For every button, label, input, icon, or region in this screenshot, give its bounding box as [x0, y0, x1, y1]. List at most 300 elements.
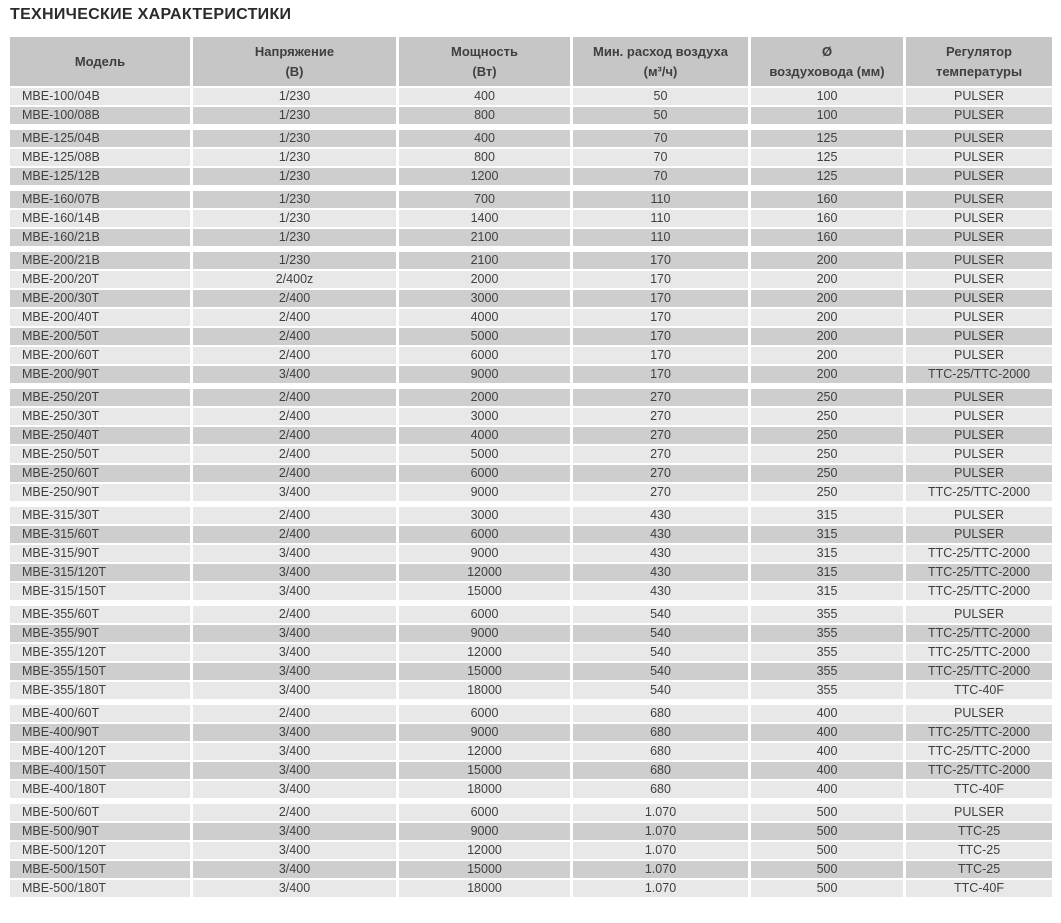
value-cell-temp-regulator: PULSER — [906, 389, 1052, 406]
table-row — [10, 804, 1052, 821]
value-cell-duct-diameter: 250 — [751, 427, 903, 444]
model-cell: MBE-200/20T — [10, 271, 190, 288]
table-row — [10, 149, 1052, 166]
value-cell-duct-diameter: 160 — [751, 210, 903, 227]
value-cell-voltage: 3/400 — [193, 724, 396, 741]
column-header-temp-regulator — [906, 37, 1052, 86]
value-cell-power: 18000 — [399, 781, 570, 798]
value-cell-min-airflow: 50 — [573, 107, 748, 124]
model-cell: MBE-355/150T — [10, 663, 190, 680]
value-cell-power: 15000 — [399, 663, 570, 680]
value-cell-duct-diameter: 100 — [751, 107, 903, 124]
value-cell-min-airflow: 1.070 — [573, 823, 748, 840]
table-row — [10, 781, 1052, 798]
value-cell-temp-regulator: PULSER — [906, 408, 1052, 425]
table-row — [10, 682, 1052, 699]
value-cell-min-airflow: 270 — [573, 484, 748, 501]
value-cell-temp-regulator: TTC-25/TTC-2000 — [906, 663, 1052, 680]
model-cell: MBE-250/90T — [10, 484, 190, 501]
model-group — [10, 705, 1052, 798]
value-cell-temp-regulator: PULSER — [906, 347, 1052, 364]
table-row — [10, 427, 1052, 444]
value-cell-duct-diameter: 400 — [751, 762, 903, 779]
model-cell: MBE-250/40T — [10, 427, 190, 444]
value-cell-voltage: 1/230 — [193, 88, 396, 105]
value-cell-temp-regulator: PULSER — [906, 526, 1052, 543]
value-cell-voltage: 1/230 — [193, 229, 396, 246]
value-cell-temp-regulator: TTC-25/TTC-2000 — [906, 583, 1052, 600]
value-cell-duct-diameter: 250 — [751, 408, 903, 425]
value-cell-duct-diameter: 160 — [751, 229, 903, 246]
model-cell: MBE-500/150T — [10, 861, 190, 878]
column-header-min-airflow — [573, 37, 748, 86]
value-cell-power: 5000 — [399, 328, 570, 345]
table-row — [10, 724, 1052, 741]
table-row — [10, 705, 1052, 722]
model-cell: MBE-400/60T — [10, 705, 190, 722]
value-cell-duct-diameter: 200 — [751, 347, 903, 364]
value-cell-min-airflow: 50 — [573, 88, 748, 105]
value-cell-power: 2100 — [399, 252, 570, 269]
value-cell-voltage: 2/400 — [193, 408, 396, 425]
value-cell-duct-diameter: 250 — [751, 446, 903, 463]
value-cell-min-airflow: 1.070 — [573, 880, 748, 897]
value-cell-min-airflow: 170 — [573, 290, 748, 307]
table-row — [10, 210, 1052, 227]
value-cell-voltage: 2/400 — [193, 705, 396, 722]
value-cell-duct-diameter: 500 — [751, 823, 903, 840]
value-cell-temp-regulator: PULSER — [906, 88, 1052, 105]
value-cell-min-airflow: 430 — [573, 507, 748, 524]
value-cell-duct-diameter: 500 — [751, 880, 903, 897]
value-cell-temp-regulator: TTC-25 — [906, 842, 1052, 859]
column-header-line1: Регулятор — [946, 44, 1012, 59]
value-cell-power: 3000 — [399, 408, 570, 425]
table-row — [10, 347, 1052, 364]
value-cell-power: 6000 — [399, 705, 570, 722]
value-cell-min-airflow: 110 — [573, 210, 748, 227]
value-cell-duct-diameter: 400 — [751, 781, 903, 798]
value-cell-min-airflow: 680 — [573, 781, 748, 798]
value-cell-temp-regulator: PULSER — [906, 191, 1052, 208]
value-cell-duct-diameter: 200 — [751, 271, 903, 288]
value-cell-temp-regulator: TTC-25/TTC-2000 — [906, 724, 1052, 741]
table-row — [10, 823, 1052, 840]
value-cell-min-airflow: 110 — [573, 191, 748, 208]
value-cell-power: 6000 — [399, 804, 570, 821]
value-cell-min-airflow: 170 — [573, 347, 748, 364]
model-group — [10, 606, 1052, 699]
model-group — [10, 507, 1052, 600]
value-cell-voltage: 3/400 — [193, 366, 396, 383]
value-cell-duct-diameter: 500 — [751, 861, 903, 878]
value-cell-temp-regulator: TTC-40F — [906, 880, 1052, 897]
model-cell: MBE-400/90T — [10, 724, 190, 741]
table-row — [10, 526, 1052, 543]
value-cell-voltage: 3/400 — [193, 644, 396, 661]
value-cell-temp-regulator: PULSER — [906, 507, 1052, 524]
value-cell-temp-regulator: PULSER — [906, 465, 1052, 482]
value-cell-duct-diameter: 125 — [751, 130, 903, 147]
value-cell-temp-regulator: PULSER — [906, 107, 1052, 124]
value-cell-voltage: 1/230 — [193, 149, 396, 166]
value-cell-min-airflow: 430 — [573, 564, 748, 581]
column-header-duct-diameter — [751, 37, 903, 86]
value-cell-temp-regulator: TTC-40F — [906, 682, 1052, 699]
value-cell-temp-regulator: PULSER — [906, 290, 1052, 307]
model-cell: MBE-125/12B — [10, 168, 190, 185]
value-cell-duct-diameter: 200 — [751, 309, 903, 326]
model-group — [10, 191, 1052, 246]
model-cell: MBE-125/08B — [10, 149, 190, 166]
model-cell: MBE-315/30T — [10, 507, 190, 524]
value-cell-voltage: 1/230 — [193, 130, 396, 147]
model-cell: MBE-160/14B — [10, 210, 190, 227]
value-cell-voltage: 1/230 — [193, 252, 396, 269]
column-header-power — [399, 37, 570, 86]
value-cell-duct-diameter: 200 — [751, 252, 903, 269]
value-cell-min-airflow: 270 — [573, 389, 748, 406]
model-cell: MBE-200/21B — [10, 252, 190, 269]
model-cell: MBE-315/90T — [10, 545, 190, 562]
value-cell-power: 15000 — [399, 762, 570, 779]
table-row — [10, 861, 1052, 878]
value-cell-voltage: 2/400 — [193, 526, 396, 543]
model-cell: MBE-250/30T — [10, 408, 190, 425]
value-cell-duct-diameter: 315 — [751, 507, 903, 524]
model-group — [10, 252, 1052, 383]
value-cell-voltage: 3/400 — [193, 861, 396, 878]
column-header-line2: (В) — [285, 63, 304, 79]
column-header-voltage — [193, 37, 396, 86]
value-cell-min-airflow: 430 — [573, 583, 748, 600]
table-row — [10, 389, 1052, 406]
value-cell-min-airflow: 170 — [573, 271, 748, 288]
value-cell-voltage: 3/400 — [193, 663, 396, 680]
table-row — [10, 507, 1052, 524]
column-header-line2: температуры — [935, 63, 1023, 79]
page-title: ТЕХНИЧЕСКИЕ ХАРАКТЕРИСТИКИ — [10, 6, 292, 23]
table-row — [10, 564, 1052, 581]
value-cell-power: 6000 — [399, 606, 570, 623]
column-header-line1: Мощность — [451, 44, 518, 59]
table-row — [10, 107, 1052, 124]
value-cell-temp-regulator: PULSER — [906, 309, 1052, 326]
value-cell-power: 3000 — [399, 507, 570, 524]
value-cell-voltage: 2/400 — [193, 389, 396, 406]
value-cell-duct-diameter: 400 — [751, 743, 903, 760]
model-cell: MBE-100/08B — [10, 107, 190, 124]
table-row — [10, 545, 1052, 562]
value-cell-power: 6000 — [399, 347, 570, 364]
value-cell-min-airflow: 680 — [573, 762, 748, 779]
value-cell-min-airflow: 540 — [573, 606, 748, 623]
model-group — [10, 88, 1052, 124]
value-cell-voltage: 2/400 — [193, 427, 396, 444]
value-cell-duct-diameter: 250 — [751, 389, 903, 406]
value-cell-duct-diameter: 400 — [751, 724, 903, 741]
table-row — [10, 408, 1052, 425]
value-cell-power: 18000 — [399, 682, 570, 699]
table-row — [10, 309, 1052, 326]
value-cell-min-airflow: 70 — [573, 130, 748, 147]
value-cell-min-airflow: 540 — [573, 625, 748, 642]
column-header-line2: воздуховода (мм) — [769, 63, 885, 79]
value-cell-power: 15000 — [399, 583, 570, 600]
value-cell-duct-diameter: 355 — [751, 682, 903, 699]
table-row — [10, 446, 1052, 463]
column-header-line1: Модель — [74, 53, 126, 69]
value-cell-voltage: 3/400 — [193, 781, 396, 798]
table-row — [10, 465, 1052, 482]
model-cell: MBE-355/120T — [10, 644, 190, 661]
model-cell: MBE-315/120T — [10, 564, 190, 581]
model-group — [10, 804, 1052, 897]
model-cell: MBE-125/04B — [10, 130, 190, 147]
model-cell: MBE-500/180T — [10, 880, 190, 897]
model-cell: MBE-315/150T — [10, 583, 190, 600]
model-cell: MBE-400/150T — [10, 762, 190, 779]
value-cell-duct-diameter: 125 — [751, 149, 903, 166]
value-cell-voltage: 2/400 — [193, 446, 396, 463]
model-cell: MBE-160/21B — [10, 229, 190, 246]
value-cell-min-airflow: 540 — [573, 663, 748, 680]
value-cell-duct-diameter: 125 — [751, 168, 903, 185]
value-cell-voltage: 3/400 — [193, 625, 396, 642]
value-cell-duct-diameter: 160 — [751, 191, 903, 208]
value-cell-temp-regulator: TTC-40F — [906, 781, 1052, 798]
value-cell-min-airflow: 70 — [573, 149, 748, 166]
value-cell-voltage: 2/400 — [193, 507, 396, 524]
value-cell-duct-diameter: 100 — [751, 88, 903, 105]
value-cell-voltage: 2/400z — [193, 271, 396, 288]
value-cell-min-airflow: 270 — [573, 465, 748, 482]
value-cell-min-airflow: 170 — [573, 309, 748, 326]
value-cell-voltage: 3/400 — [193, 564, 396, 581]
value-cell-power: 12000 — [399, 564, 570, 581]
value-cell-voltage: 1/230 — [193, 168, 396, 185]
model-cell: MBE-355/180T — [10, 682, 190, 699]
table-row — [10, 762, 1052, 779]
value-cell-temp-regulator: PULSER — [906, 705, 1052, 722]
value-cell-voltage: 2/400 — [193, 347, 396, 364]
value-cell-temp-regulator: TTC-25/TTC-2000 — [906, 545, 1052, 562]
value-cell-duct-diameter: 355 — [751, 606, 903, 623]
column-header-line1: Ø — [821, 44, 833, 59]
value-cell-min-airflow: 170 — [573, 328, 748, 345]
table-row — [10, 743, 1052, 760]
value-cell-min-airflow: 170 — [573, 366, 748, 383]
value-cell-temp-regulator: PULSER — [906, 427, 1052, 444]
value-cell-temp-regulator: TTC-25/TTC-2000 — [906, 625, 1052, 642]
value-cell-power: 2100 — [399, 229, 570, 246]
model-cell: MBE-200/60T — [10, 347, 190, 364]
column-header-line2: (Вт) — [472, 63, 497, 79]
value-cell-power: 9000 — [399, 823, 570, 840]
model-cell: MBE-250/50T — [10, 446, 190, 463]
value-cell-temp-regulator: PULSER — [906, 606, 1052, 623]
table-row — [10, 625, 1052, 642]
table-header-row — [10, 37, 1052, 86]
value-cell-power: 12000 — [399, 743, 570, 760]
value-cell-power: 9000 — [399, 484, 570, 501]
value-cell-min-airflow: 430 — [573, 526, 748, 543]
value-cell-voltage: 3/400 — [193, 842, 396, 859]
table-row — [10, 88, 1052, 105]
value-cell-duct-diameter: 200 — [751, 290, 903, 307]
value-cell-voltage: 1/230 — [193, 191, 396, 208]
model-cell: MBE-200/90T — [10, 366, 190, 383]
value-cell-power: 1400 — [399, 210, 570, 227]
table-row — [10, 366, 1052, 383]
table-row — [10, 229, 1052, 246]
value-cell-voltage: 3/400 — [193, 545, 396, 562]
value-cell-voltage: 2/400 — [193, 465, 396, 482]
value-cell-temp-regulator: TTC-25 — [906, 861, 1052, 878]
model-cell: MBE-200/30T — [10, 290, 190, 307]
table-row — [10, 606, 1052, 623]
value-cell-power: 18000 — [399, 880, 570, 897]
value-cell-voltage: 2/400 — [193, 804, 396, 821]
table-row — [10, 842, 1052, 859]
value-cell-duct-diameter: 200 — [751, 366, 903, 383]
spec-table — [10, 37, 1052, 897]
value-cell-power: 700 — [399, 191, 570, 208]
value-cell-min-airflow: 680 — [573, 724, 748, 741]
value-cell-temp-regulator: TTC-25/TTC-2000 — [906, 743, 1052, 760]
column-header-model — [10, 37, 190, 86]
value-cell-duct-diameter: 250 — [751, 484, 903, 501]
value-cell-temp-regulator: TTC-25/TTC-2000 — [906, 762, 1052, 779]
value-cell-power: 800 — [399, 149, 570, 166]
value-cell-min-airflow: 680 — [573, 705, 748, 722]
value-cell-power: 9000 — [399, 366, 570, 383]
value-cell-min-airflow: 270 — [573, 408, 748, 425]
value-cell-duct-diameter: 315 — [751, 545, 903, 562]
column-header-line1: Напряжение — [254, 44, 335, 59]
model-cell: MBE-100/04B — [10, 88, 190, 105]
value-cell-voltage: 2/400 — [193, 606, 396, 623]
value-cell-duct-diameter: 355 — [751, 625, 903, 642]
column-header-line1: Мин. расход воздуха — [593, 44, 728, 59]
value-cell-power: 4000 — [399, 427, 570, 444]
value-cell-duct-diameter: 400 — [751, 705, 903, 722]
model-cell: MBE-200/40T — [10, 309, 190, 326]
value-cell-power: 400 — [399, 130, 570, 147]
model-group — [10, 389, 1052, 501]
value-cell-duct-diameter: 200 — [751, 328, 903, 345]
model-group — [10, 130, 1052, 185]
value-cell-voltage: 3/400 — [193, 583, 396, 600]
value-cell-power: 12000 — [399, 842, 570, 859]
value-cell-power: 9000 — [399, 625, 570, 642]
value-cell-min-airflow: 540 — [573, 644, 748, 661]
value-cell-temp-regulator: PULSER — [906, 168, 1052, 185]
table-row — [10, 880, 1052, 897]
table-row — [10, 583, 1052, 600]
value-cell-temp-regulator: TTC-25/TTC-2000 — [906, 366, 1052, 383]
value-cell-temp-regulator: TTC-25 — [906, 823, 1052, 840]
value-cell-min-airflow: 270 — [573, 446, 748, 463]
value-cell-temp-regulator: PULSER — [906, 130, 1052, 147]
model-cell: MBE-160/07B — [10, 191, 190, 208]
table-row — [10, 191, 1052, 208]
value-cell-temp-regulator: PULSER — [906, 252, 1052, 269]
value-cell-voltage: 2/400 — [193, 328, 396, 345]
table-row — [10, 252, 1052, 269]
value-cell-power: 400 — [399, 88, 570, 105]
table-row — [10, 328, 1052, 345]
value-cell-temp-regulator: TTC-25/TTC-2000 — [906, 644, 1052, 661]
model-cell: MBE-500/90T — [10, 823, 190, 840]
value-cell-voltage: 1/230 — [193, 210, 396, 227]
value-cell-temp-regulator: PULSER — [906, 149, 1052, 166]
value-cell-temp-regulator: PULSER — [906, 446, 1052, 463]
model-cell: MBE-250/20T — [10, 389, 190, 406]
value-cell-power: 15000 — [399, 861, 570, 878]
value-cell-power: 9000 — [399, 724, 570, 741]
value-cell-power: 3000 — [399, 290, 570, 307]
value-cell-power: 5000 — [399, 446, 570, 463]
value-cell-min-airflow: 1.070 — [573, 804, 748, 821]
value-cell-temp-regulator: PULSER — [906, 271, 1052, 288]
table-row — [10, 484, 1052, 501]
value-cell-duct-diameter: 500 — [751, 842, 903, 859]
value-cell-min-airflow: 170 — [573, 252, 748, 269]
value-cell-power: 6000 — [399, 526, 570, 543]
model-cell: MBE-500/60T — [10, 804, 190, 821]
value-cell-voltage: 2/400 — [193, 290, 396, 307]
value-cell-min-airflow: 1.070 — [573, 842, 748, 859]
value-cell-min-airflow: 270 — [573, 427, 748, 444]
value-cell-duct-diameter: 355 — [751, 644, 903, 661]
model-cell: MBE-250/60T — [10, 465, 190, 482]
value-cell-power: 4000 — [399, 309, 570, 326]
value-cell-power: 9000 — [399, 545, 570, 562]
value-cell-voltage: 3/400 — [193, 743, 396, 760]
value-cell-voltage: 3/400 — [193, 880, 396, 897]
value-cell-min-airflow: 70 — [573, 168, 748, 185]
value-cell-duct-diameter: 315 — [751, 583, 903, 600]
value-cell-temp-regulator: TTC-25/TTC-2000 — [906, 484, 1052, 501]
value-cell-min-airflow: 430 — [573, 545, 748, 562]
value-cell-duct-diameter: 355 — [751, 663, 903, 680]
value-cell-min-airflow: 540 — [573, 682, 748, 699]
value-cell-duct-diameter: 250 — [751, 465, 903, 482]
value-cell-temp-regulator: PULSER — [906, 210, 1052, 227]
value-cell-power: 12000 — [399, 644, 570, 661]
model-cell: MBE-355/90T — [10, 625, 190, 642]
model-cell: MBE-400/120T — [10, 743, 190, 760]
model-cell: MBE-315/60T — [10, 526, 190, 543]
model-cell: MBE-400/180T — [10, 781, 190, 798]
model-cell: MBE-200/50T — [10, 328, 190, 345]
model-cell: MBE-355/60T — [10, 606, 190, 623]
value-cell-min-airflow: 680 — [573, 743, 748, 760]
table-row — [10, 644, 1052, 661]
value-cell-voltage: 3/400 — [193, 762, 396, 779]
model-cell: MBE-500/120T — [10, 842, 190, 859]
value-cell-power: 800 — [399, 107, 570, 124]
value-cell-duct-diameter: 500 — [751, 804, 903, 821]
value-cell-power: 6000 — [399, 465, 570, 482]
value-cell-temp-regulator: TTC-25/TTC-2000 — [906, 564, 1052, 581]
value-cell-power: 2000 — [399, 271, 570, 288]
value-cell-voltage: 2/400 — [193, 309, 396, 326]
value-cell-temp-regulator: PULSER — [906, 229, 1052, 246]
value-cell-voltage: 3/400 — [193, 682, 396, 699]
value-cell-duct-diameter: 315 — [751, 564, 903, 581]
